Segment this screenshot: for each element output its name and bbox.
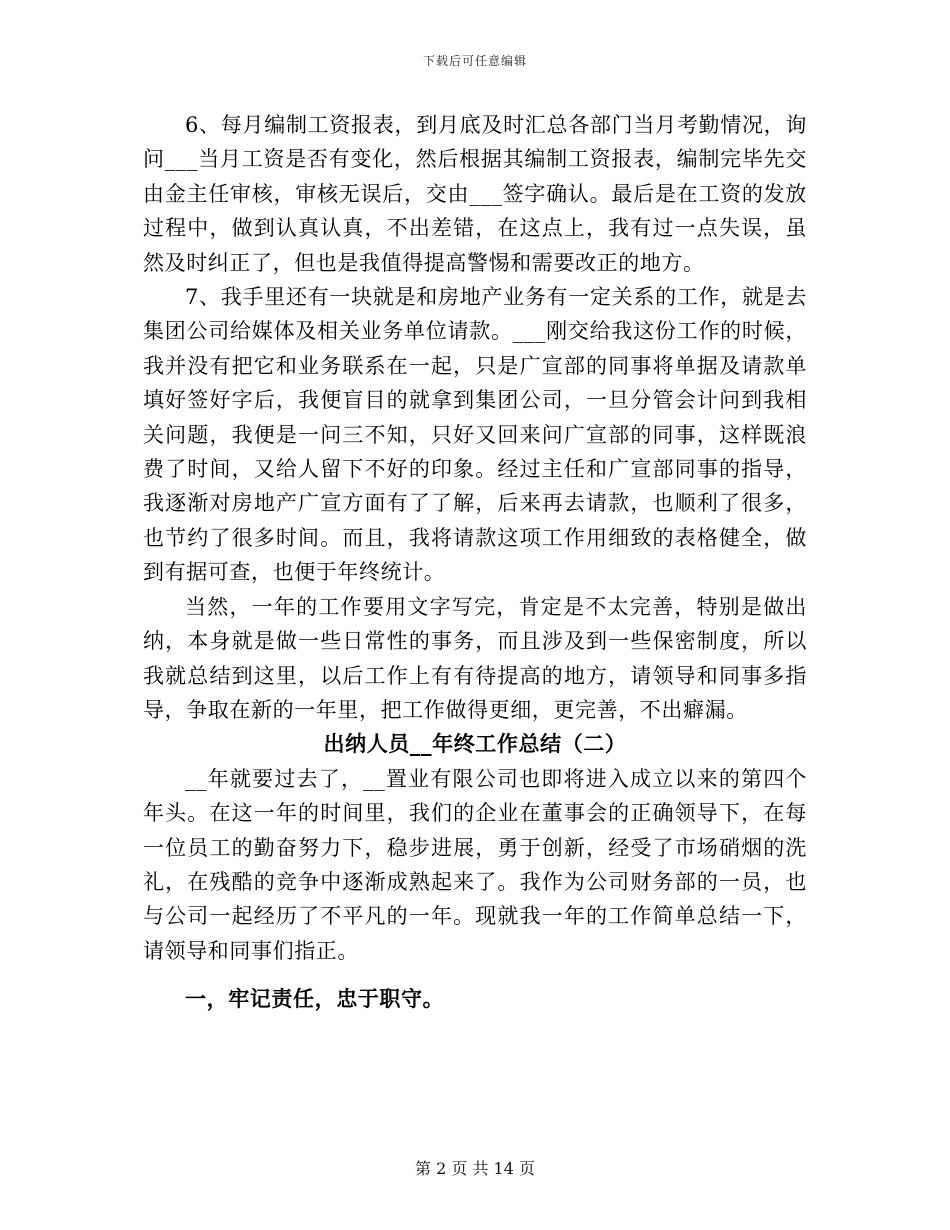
header-note: 下载后可任意编辑	[422, 54, 527, 68]
page-number: 第 2 页 共 14 页	[415, 1159, 535, 1178]
section-heading: 一，牢记责任，忠于职守。	[185, 986, 445, 1012]
paragraph-item-6: 6、每月编制工资报表，到月底及时汇总各部门当月考勤情况，询问___当月工资是否有变化，然后根据其编制工资报表，编制完毕先交由金主任审核，审核无误后，交由___签字确认。最后是在工资的发放过程中，做到认真认真，不出差错，在这点上，我有过一点失误，虽然及时纠正了，但也是我值得提高警惕和需要改正的地方。	[143, 113, 807, 275]
paragraph-item-7: 7、我手里还有一块就是和房地产业务有一定关系的工作，就是去集团公司给媒体及相关业务单位请款。___刚交给我这份工作的时候，我并没有把它和业务联系在一起，只是广宣部的同事将单据及请款单填好签好字后，我便盲目的就拿到集团公司，一旦分管会计问到我相关问题，我便是一问三不知，只好又回来问广宣部的同事，这样既浪费了时间，又给人留下不好的印象。经过主任和广宣部同事的指导，我逐渐对房地产广宣方面有了了解，后来再去请款，也顺利了很多，也节约了很多时间。而且，我将请款这项工作用细致的表格健全，做到有据可查，也便于年终统计。	[143, 285, 807, 585]
document-body	[143, 108, 807, 1017]
paragraph-conclusion: 当然，一年的工作要用文字写完，肯定是不太完善，特别是做出纳，本身就是做一些日常性的事务，而且涉及到一些保密制度，所以我就总结到这里，以后工作上有有待提高的地方，请领导和同事多指导，争取在新的一年里，把工作做得更细，更完善，不出癖漏。	[143, 594, 807, 722]
section-title: 出纳人员__年终工作总结（二）	[323, 731, 627, 757]
paragraph-intro: __年就要过去了，__置业有限公司也即将进入成立以来的第四个年头。在这一年的时间里，我们的企业在董事会的正确领导下，在每一位员工的勤奋努力下，稳步进展，勇于创新，经受了市场硝烟的洗礼，在残酷的竞争中逐渐成熟起来了。我作为公司财务部的一员，也与公司一起经历了不平凡的一年。现就我一年的工作简单总结一下，请领导和同事们指正。	[143, 766, 807, 963]
